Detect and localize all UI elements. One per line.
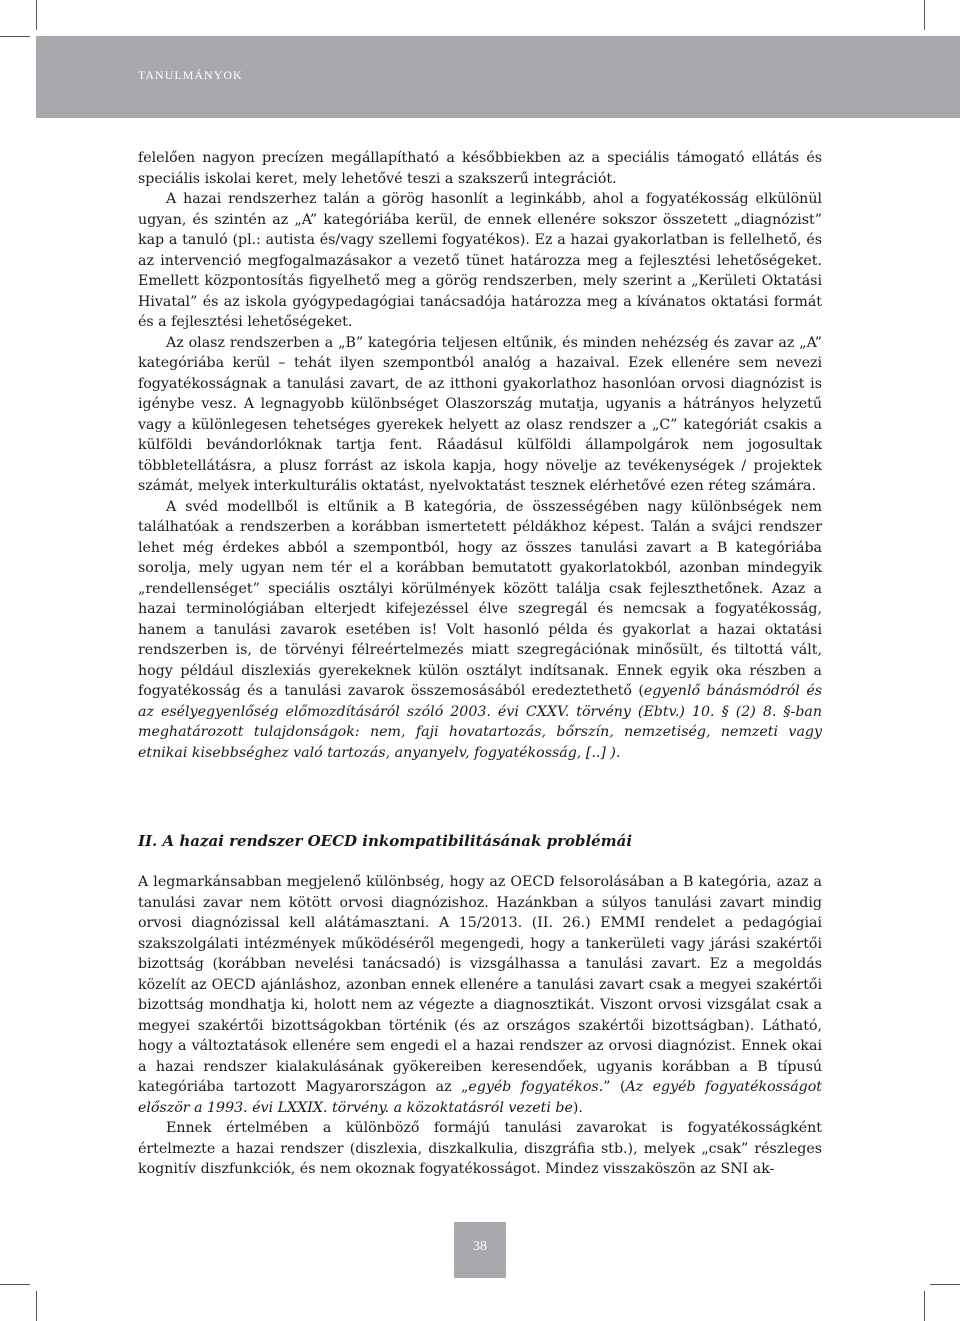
- paragraph-text: ).: [572, 1099, 583, 1116]
- paragraph: [138, 497, 822, 764]
- crop-mark: [0, 1284, 30, 1285]
- legal-citation: egyenlő bánásmódról és az esélyegyenlőség előmozdításáról szóló 2003. évi CXXV. törvény (Ebtv.) 10. § (2) 8. §-ban meghatározott tulajdonságok: nem, faji hovatartozás, bőrszín, nemzetiség, nemzeti vagy etnikai kisebbséghez való tartozás, anyanyelv, fogyatékosság, [..] ).: [138, 683, 822, 761]
- crop-mark: [36, 1291, 37, 1321]
- crop-mark: [924, 0, 925, 30]
- page-number: 38: [473, 1239, 487, 1254]
- crop-mark: [0, 36, 30, 37]
- paragraph: A hazai rendszerhez talán a görög hasonlít a leginkább, ahol a fogyatékosság elkülönül ugyan, és szintén az „A” kategóriába kerül, de ennek ellenére sokszor összetett „diagnózist” kap a tanuló (pl.: autista és/vagy szellemi fogyatékos). Ez a hazai gyakorlatban is fellelhető, és az intervenció megfogalmazásakor a vezető tünet határozza meg a fejlesztési lehetőségeket. Emellett központosítás figyelhető meg a görög rendszerben, mely szerint a „Kerületi Oktatási Hivatal” és az iskola gyógypedagógiai tanácsadója határozza meg a kívánatos oktatási formát és a fejlesztési lehetőségeket.: [138, 191, 822, 330]
- crop-mark: [36, 0, 37, 30]
- legal-citation: Az egyéb fogyatékosságot először a 1993. évi LXXIX. törvény. a közoktatásról vezeti be: [138, 1079, 823, 1116]
- paragraph-text: A legmarkánsabban megjelenő különbség, hogy az OECD felsorolásában a B kategória, azaz a tanulási zavar nem kötött orvosi diagnózishoz. Hazánkban a súlyos tanulási zavart mindig orvosi diagnózissal kell alátámasztani. A 15/2013. (II. 26.) EMMI rendelet a pedagógiai szakszolgálati intézmények működéséről megengedi, hogy a tankerületi vagy járási szakértői bizottság (korábban nevelési tanácsadó) is vizsgálhassa a tanulási zavart. Ez a megoldás közelít az OECD ajánláshoz, azonban ennek ellenére a tanulási zavart csak a megyei szakértői bizottság mondhatja ki, holott nem az végezte a diagnosztikát. Viszont orvosi vizsgálat csak a megyei szakértői bizottságokban történik (és az országos szakértői bizottságban). Látható, hogy a változtatások ellenére sem engedi el a hazai rendszer az orvosi diagnózist. Ennek okai a hazai rendszer kialakulásának gyökereiben keresendőek, ugyanis korábban a B típusú kategóriába tartozott Magyarországon az „: [138, 874, 822, 1095]
- italic-term: egyéb fogyatékos.: [468, 1079, 604, 1095]
- running-header-label: TANULMÁNYOK: [138, 68, 243, 82]
- paragraph: [138, 872, 822, 1118]
- paragraph-text: ” (: [603, 1079, 626, 1095]
- running-header-bar: [36, 36, 960, 118]
- section-heading: II. A hazai rendszer OECD inkompatibilitásának problémái: [138, 832, 633, 850]
- crop-mark: [930, 1284, 960, 1285]
- paragraph: felelően nagyon precízen megállapítható a későbbiekben az a speciális támogató ellátás és speciális iskolai keret, mely lehetővé teszi a szakszerű integrációt.: [138, 150, 822, 187]
- section-body-text: [138, 872, 822, 1180]
- body-text: [138, 148, 822, 763]
- crop-mark: [924, 1291, 925, 1321]
- paragraph: Az olasz rendszerben a „B” kategória teljesen eltűnik, és minden nehézség és zavar az „A” kategóriába kerül – tehát ilyen szempontból analóg a hazaival. Ezek ellenére sem nevezi fogyatékosságnak a tanulási zavart, de az itthoni gyakorlathoz hasonlóan orvosi diagnózist is igénybe vesz. A legnagyobb különbséget Olaszország mutatja, ugyanis a hátrányos helyzetű vagy a különlegesen tehetséges gyerekek helyett az olasz rendszer a „C” kategóriát csakis a külföldi bevándorlóknak tartja fent. Ráadásul külföldi állampolgárok nem jogosultak többletellátásra, a plusz forrást az iskola kapja, hogy növelje az tevékenységek / projektek számát, melyek interkulturális oktatást, nyelvoktatást tesznek elérhetővé ezen réteg számára.: [138, 334, 822, 494]
- paragraph-text: A svéd modellből is eltűnik a B kategória, de összességében nagy különbségek nem találhatóak a rendszerben a korábban ismertetett példákhoz képest. Talán a svájci rendszer lehet még érdekes abból a szempontból, hogy az összes tanulási zavart a B kategóriába sorolja, mely ugyan nem tér el a korábban bemutatott gyakorlatokból, azonban mindegyik „rendellenséget” speciális osztályi körülmények között találja csak fejleszthetőnek. Azaz a hazai terminológiában elterjedt kifejezéssel élve szegregál és nemcsak a fogyatékosság, hanem a tanulási zavarok esetében is! Volt hasonló példa és gyakorlat a hazai oktatási rendszerben is, de törvényi félreértelmezés miatt szegregációnak minősült, és tiltottá vált, hogy például diszlexiás gyerekeknek külön osztályt indítsanak. Ennek egyik oka részben a fogyatékosság és a tanulási zavarok összemosásából eredeztethető (: [138, 498, 822, 699]
- page-number-tab: [454, 1222, 506, 1278]
- paragraph: Ennek értelmében a különböző formájú tanulási zavarokat is fogyatékosságként értelmezte a hazai rendszer (diszlexia, diszkalkulia, diszgráfia stb.), melyek „csak” részleges kognitív diszfunkciók, és nem okoznak fogyatékosságot. Mindez visszaköszön az SNI ak-: [138, 1120, 822, 1177]
